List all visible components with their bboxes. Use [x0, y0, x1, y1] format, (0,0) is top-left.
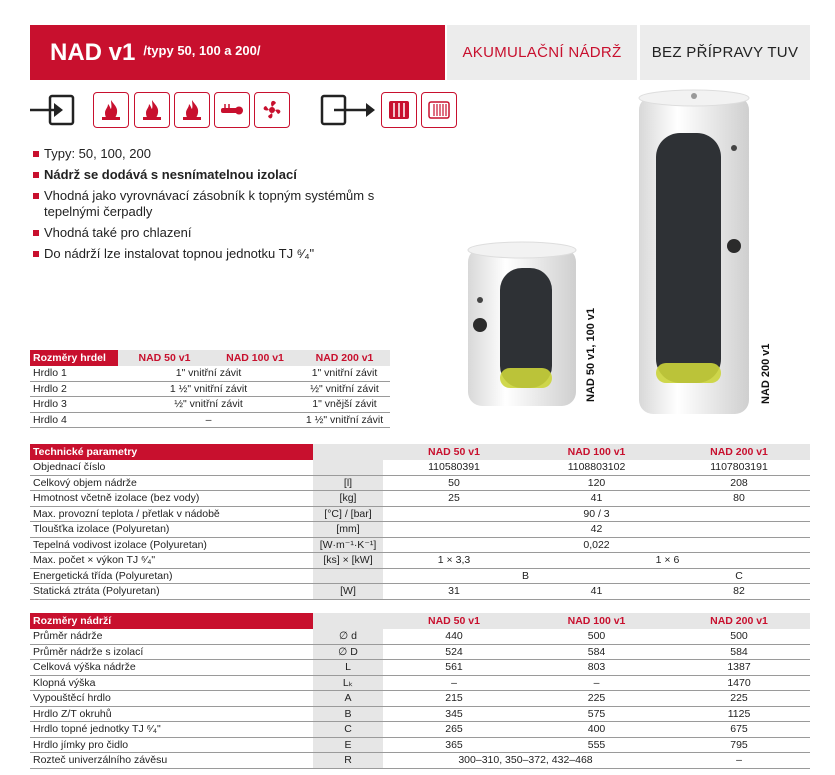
table-cell: 90 / 3	[383, 506, 810, 522]
table-header: NAD 50 v1	[383, 613, 525, 629]
table-cell: 440	[383, 629, 525, 645]
table-cell: 1 ½" vnitřní závit	[118, 381, 299, 397]
table-row	[30, 644, 810, 660]
feature-item: Typy: 50, 100, 200	[33, 146, 413, 162]
table-cell: ∅ D	[313, 644, 383, 660]
table-cell: Hrdlo jímky pro čidlo	[30, 737, 313, 753]
table-cell: R	[313, 753, 383, 769]
table-cell: Energetická třída (Polyuretan)	[30, 568, 313, 584]
table-cell: 500	[668, 629, 810, 645]
table-cell: 675	[668, 722, 810, 738]
table-cell: Max. provozní teplota / přetlak v nádobě	[30, 506, 313, 522]
table-header: Technické parametry	[30, 444, 313, 460]
nozzle-dimensions-table	[30, 350, 390, 428]
table-cell	[313, 568, 383, 584]
table-cell: A	[313, 691, 383, 707]
page-subtitle: /typy 50, 100 a 200/	[143, 43, 261, 58]
table-header	[313, 613, 383, 629]
table-cell: ½" vnitřní závit	[118, 397, 299, 413]
table-cell: C	[313, 722, 383, 738]
table-row	[30, 660, 810, 676]
table-cell: [W·m⁻¹·K⁻¹]	[313, 537, 383, 553]
table-cell: [ks] × [kW]	[313, 553, 383, 569]
table-cell: 575	[525, 706, 668, 722]
table-cell: 110580391	[383, 460, 525, 476]
table-row	[30, 366, 390, 382]
table-row	[30, 522, 810, 538]
table-cell: 41	[525, 584, 668, 600]
table-cell: 1125	[668, 706, 810, 722]
table-cell: Klopná výška	[30, 675, 313, 691]
flame-icon	[134, 92, 170, 128]
table-cell: 225	[525, 691, 668, 707]
table-row	[30, 381, 390, 397]
table-header: Rozměry nádrží	[30, 613, 313, 629]
table-cell: Vypouštěcí hrdlo	[30, 691, 313, 707]
technical-parameters-table	[30, 444, 810, 600]
table-cell: 1387	[668, 660, 810, 676]
table-cell: C	[668, 568, 810, 584]
title-banner	[30, 25, 445, 80]
table-cell: 555	[525, 737, 668, 753]
flame-icon	[93, 92, 129, 128]
table-cell: Rozteč univerzálního závěsu	[30, 753, 313, 769]
table-cell: 345	[383, 706, 525, 722]
table-cell: [W]	[313, 584, 383, 600]
thermometer-icon	[214, 92, 250, 128]
table-row	[30, 753, 810, 769]
table-header: Rozměry hrdel	[30, 350, 118, 366]
table-row	[30, 475, 810, 491]
table-row	[30, 691, 810, 707]
table-cell: 1107803191	[668, 460, 810, 476]
radiator-outline-icon	[421, 92, 457, 128]
table-row	[30, 491, 810, 507]
table-row	[30, 706, 810, 722]
flame-icon	[174, 92, 210, 128]
table-cell: 561	[383, 660, 525, 676]
feature-list	[33, 146, 413, 267]
table-header: NAD 200 v1	[299, 350, 390, 366]
table-cell: Statická ztráta (Polyuretan)	[30, 584, 313, 600]
radiator-icon	[381, 92, 417, 128]
table-header: NAD 200 v1	[668, 613, 810, 629]
table-cell: 31	[383, 584, 525, 600]
small-tank-label: NAD 50 v1, 100 v1	[585, 307, 597, 402]
small-tank-image	[460, 240, 580, 410]
table-cell: 300–310, 350–372, 432–468	[383, 753, 668, 769]
table-cell: B	[383, 568, 668, 584]
table-cell: 1 × 6	[525, 553, 810, 569]
table-header: NAD 100 v1	[525, 613, 668, 629]
table-cell: 265	[383, 722, 525, 738]
table-cell: Objednací číslo	[30, 460, 313, 476]
table-row	[30, 675, 810, 691]
table-cell: B	[313, 706, 383, 722]
table-cell: Lₖ	[313, 675, 383, 691]
table-cell: –	[525, 675, 668, 691]
table-header: NAD 50 v1	[383, 444, 525, 460]
feature-item: Nádrž se dodává s nesnímatelnou izolací	[33, 167, 413, 183]
table-row	[30, 460, 810, 476]
feature-item: Do nádrží lze instalovat topnou jednotku TJ ⁶⁄₄"	[33, 246, 413, 262]
table-cell: –	[383, 675, 525, 691]
feature-item: Vhodná jako vyrovnávací zásobník k topným systémům s tepelnými čerpadly	[33, 188, 413, 220]
table-row	[30, 584, 810, 600]
table-cell: 225	[668, 691, 810, 707]
table-row	[30, 737, 810, 753]
tank-dimensions-table	[30, 613, 810, 769]
table-cell: –	[118, 412, 299, 428]
table-header: NAD 50 v1	[118, 350, 211, 366]
table-cell: Hrdlo 3	[30, 397, 118, 413]
table-cell: 500	[525, 629, 668, 645]
table-cell: Hrdlo 2	[30, 381, 118, 397]
table-cell: [mm]	[313, 522, 383, 538]
table-cell	[313, 460, 383, 476]
table-cell: 215	[383, 691, 525, 707]
table-cell: Tloušťka izolace (Polyuretan)	[30, 522, 313, 538]
table-row	[30, 568, 810, 584]
table-cell: Hrdlo Z/T okruhů	[30, 706, 313, 722]
page-title: NAD v1	[50, 38, 136, 66]
table-cell: Tepelná vodivost izolace (Polyuretan)	[30, 537, 313, 553]
table-row	[30, 397, 390, 413]
table-cell: Hrdlo topné jednotky TJ ⁶⁄₄"	[30, 722, 313, 738]
table-cell: 400	[525, 722, 668, 738]
table-header: NAD 100 v1	[525, 444, 668, 460]
tab-no-dhw: BEZ PŘÍPRAVY TUV	[640, 25, 810, 80]
table-cell: [l]	[313, 475, 383, 491]
table-row	[30, 553, 810, 569]
table-cell: Celkový objem nádrže	[30, 475, 313, 491]
table-cell: 120	[525, 475, 668, 491]
inlet-arrow-icon	[30, 92, 75, 128]
table-cell: 1470	[668, 675, 810, 691]
table-cell: 80	[668, 491, 810, 507]
table-cell: [°C] / [bar]	[313, 506, 383, 522]
table-cell: 41	[525, 491, 668, 507]
outlet-arrow-icon	[320, 92, 378, 128]
table-cell: Hrdlo 4	[30, 412, 118, 428]
table-row	[30, 506, 810, 522]
table-cell: 1" vnější závit	[299, 397, 390, 413]
table-row	[30, 722, 810, 738]
table-cell: L	[313, 660, 383, 676]
table-cell: ½" vnitřní závit	[299, 381, 390, 397]
table-row	[30, 412, 390, 428]
table-cell: ∅ d	[313, 629, 383, 645]
large-tank-image	[636, 88, 751, 418]
table-cell: E	[313, 737, 383, 753]
table-cell: 0,022	[383, 537, 810, 553]
table-cell: 803	[525, 660, 668, 676]
table-cell: Max. počet × výkon TJ ⁶⁄₄"	[30, 553, 313, 569]
table-cell: 524	[383, 644, 525, 660]
table-cell: 42	[383, 522, 810, 538]
table-cell: Průměr nádrže s izolací	[30, 644, 313, 660]
table-cell: Celková výška nádrže	[30, 660, 313, 676]
table-cell: 1" vnitřní závit	[118, 366, 299, 382]
table-cell: [kg]	[313, 491, 383, 507]
table-cell: 584	[668, 644, 810, 660]
table-cell: Průměr nádrže	[30, 629, 313, 645]
heatpump-fan-icon	[254, 92, 290, 128]
table-cell: 208	[668, 475, 810, 491]
table-cell: 82	[668, 584, 810, 600]
feature-item: Vhodná také pro chlazení	[33, 225, 413, 241]
table-header	[313, 444, 383, 460]
table-cell: 795	[668, 737, 810, 753]
table-header: NAD 200 v1	[668, 444, 810, 460]
table-cell: 1 × 3,3	[383, 553, 525, 569]
large-tank-label: NAD 200 v1	[760, 343, 772, 404]
table-cell: 1" vnitřní závit	[299, 366, 390, 382]
table-cell: Hmotnost včetně izolace (bez vody)	[30, 491, 313, 507]
table-cell: Hrdlo 1	[30, 366, 118, 382]
table-row	[30, 629, 810, 645]
table-cell: 1108803102	[525, 460, 668, 476]
table-cell: 365	[383, 737, 525, 753]
table-cell: 25	[383, 491, 525, 507]
table-cell: –	[668, 753, 810, 769]
table-cell: 50	[383, 475, 525, 491]
table-cell: 1 ½" vnitřní závit	[299, 412, 390, 428]
tab-accumulation-tank: AKUMULAČNÍ NÁDRŽ	[447, 25, 637, 80]
table-row	[30, 537, 810, 553]
table-header: NAD 100 v1	[211, 350, 299, 366]
table-cell: 584	[525, 644, 668, 660]
